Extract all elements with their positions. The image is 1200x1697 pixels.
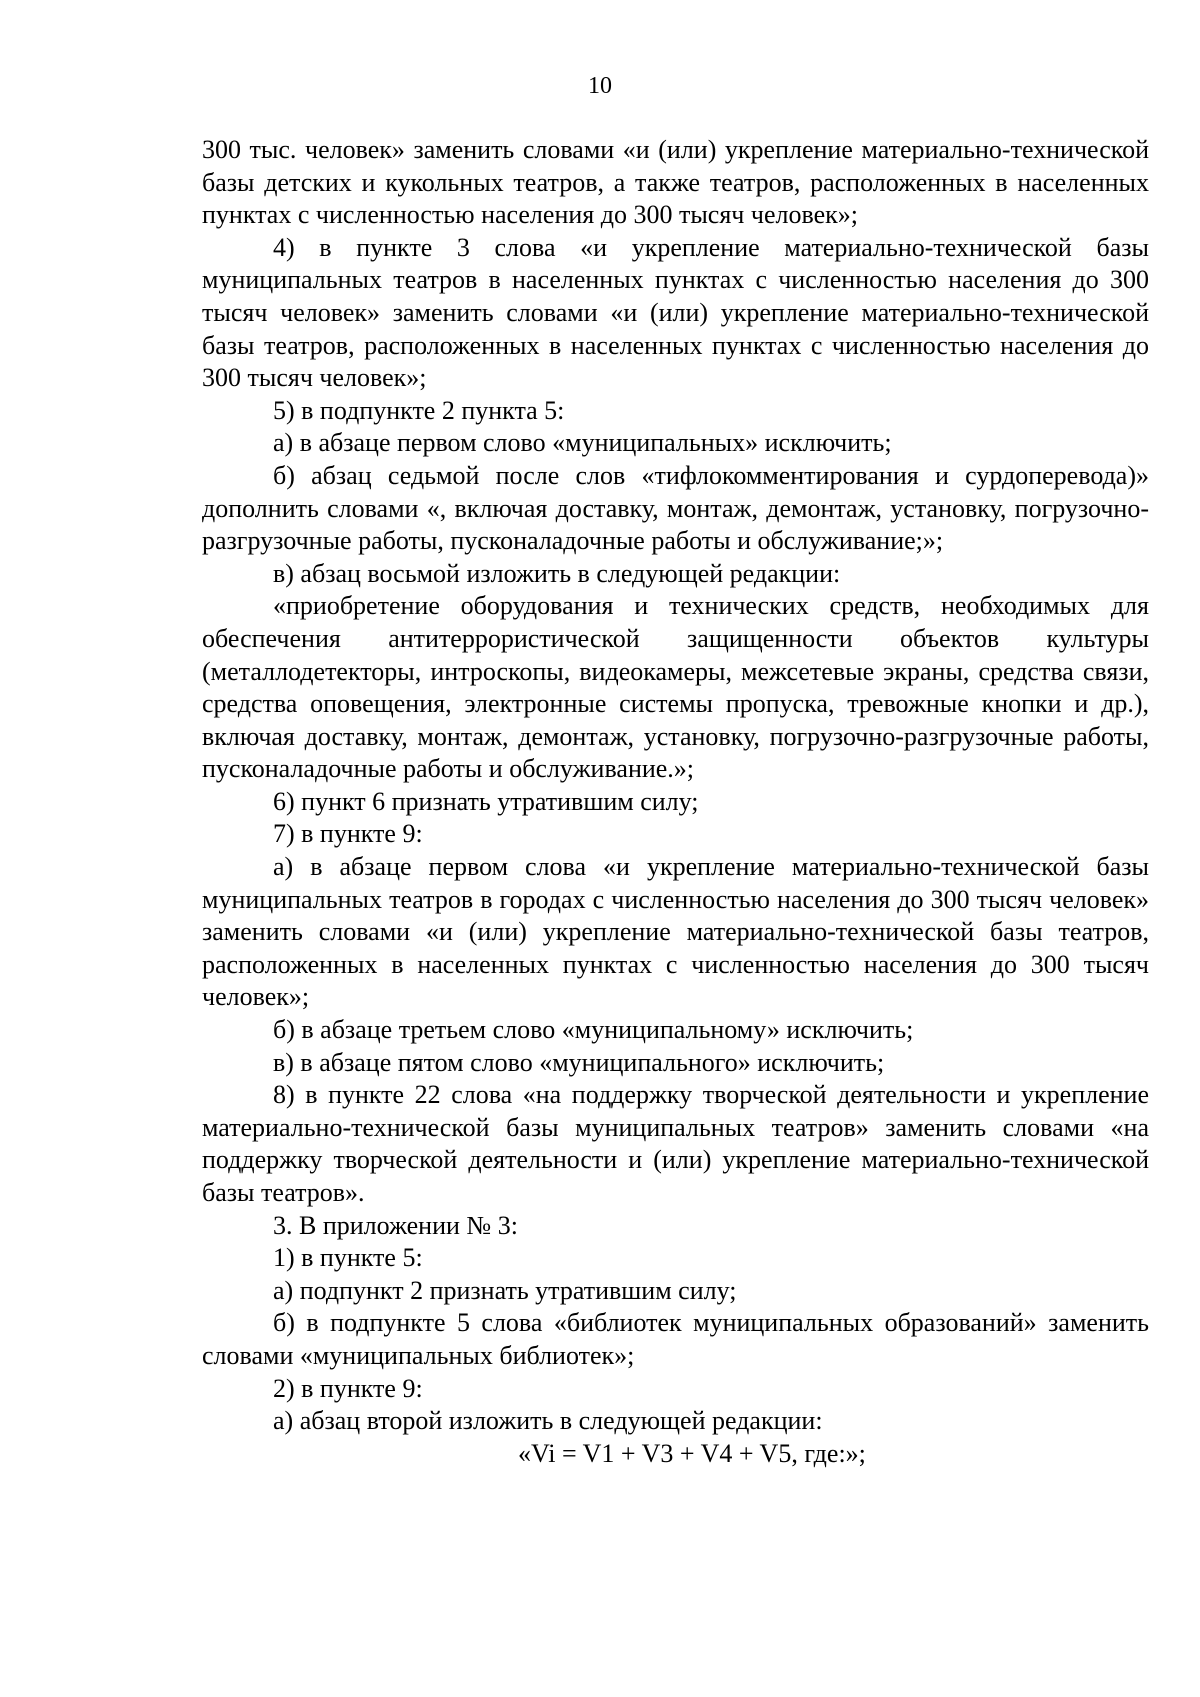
paragraph-item-6: 6) пункт 6 признать утратившим силу;: [273, 786, 699, 816]
page-number: 10: [588, 73, 612, 99]
paragraph-appendix-3-item-2a: а) абзац второй изложить в следующей редакции:: [273, 1406, 823, 1436]
paragraph-item-5v: в) абзац восьмой изложить в следующей редакции:: [273, 558, 841, 588]
paragraph-item-5: 5) в подпункте 2 пункта 5:: [273, 395, 565, 425]
paragraph-item-7b: б) в абзаце третьем слово «муниципальному» исключить;: [273, 1015, 914, 1045]
paragraph-item-4: 4) в пункте 3 слова «и укрепление материально-технической базы муниципальных театров в населенных пунктах с численностью населения до 300 тысяч человек» заменить словами «и (или) укрепление материально-технической базы театров, расположенных в населенных пунктах с численностью населения до 300 тысяч человек»;: [202, 232, 1149, 393]
paragraph-item-8: 8) в пункте 22 слова «на поддержку творческой деятельности и укрепление материально-технической базы муниципальных театров» заменить словами «на поддержку творческой деятельности и (или) укрепление материально-технической базы театров».: [202, 1080, 1149, 1207]
paragraph-item-7: 7) в пункте 9:: [273, 819, 423, 849]
paragraph-continuation: 300 тыс. человек» заменить словами «и (или) укрепление материально-технической базы детских и кукольных театров, а также театров, расположенных в населенных пунктах с численностью населения до 300 тысяч человек»;: [202, 135, 1149, 230]
paragraph-appendix-3: 3. В приложении № 3:: [273, 1210, 518, 1240]
document-body: [202, 134, 1149, 1470]
paragraph-appendix-3-item-1b: б) в подпункте 5 слова «библиотек муниципальных образований» заменить словами «муниципальных библиотек»;: [202, 1308, 1149, 1370]
paragraph-item-5a: а) в абзаце первом слово «муниципальных» исключить;: [273, 428, 892, 458]
formula: «Vi = V1 + V3 + V4 + V5, где:»;: [518, 1438, 866, 1468]
paragraph-appendix-3-item-2: 2) в пункте 9:: [273, 1373, 423, 1403]
paragraph-item-5b: б) абзац седьмой после слов «тифлокомментирования и сурдоперевода)» дополнить словами «, включая доставку, монтаж, демонтаж, установку, погрузочно-разгрузочные работы, пусконаладочные работы и обслуживание;»;: [202, 460, 1149, 556]
paragraph-appendix-3-item-1a: а) подпункт 2 признать утратившим силу;: [273, 1275, 737, 1305]
paragraph-item-7a: а) в абзаце первом слова «и укрепление материально-технической базы муниципальных театров в городах с численностью населения до 300 тысяч человек» заменить словами «и (или) укрепление материально-технической базы театров, расположенных в населенных пунктах с численностью населения до 300 тысяч человек»;: [202, 852, 1149, 1012]
paragraph-quoted-text: «приобретение оборудования и технических средств, необходимых для обеспечения антитеррористической защищенности объектов культуры (металлодетекторы, интроскопы, видеокамеры, межсетевые экраны, средства связи, средства оповещения, электронные системы пропуска, тревожные кнопки и др.), включая доставку, монтаж, демонтаж, установку, погрузочно-разгрузочные работы, пусконаладочные работы и обслуживание.»;: [202, 591, 1149, 784]
paragraph-appendix-3-item-1: 1) в пункте 5:: [273, 1243, 423, 1273]
paragraph-item-7v: в) в абзаце пятом слово «муниципального» исключить;: [273, 1047, 885, 1077]
